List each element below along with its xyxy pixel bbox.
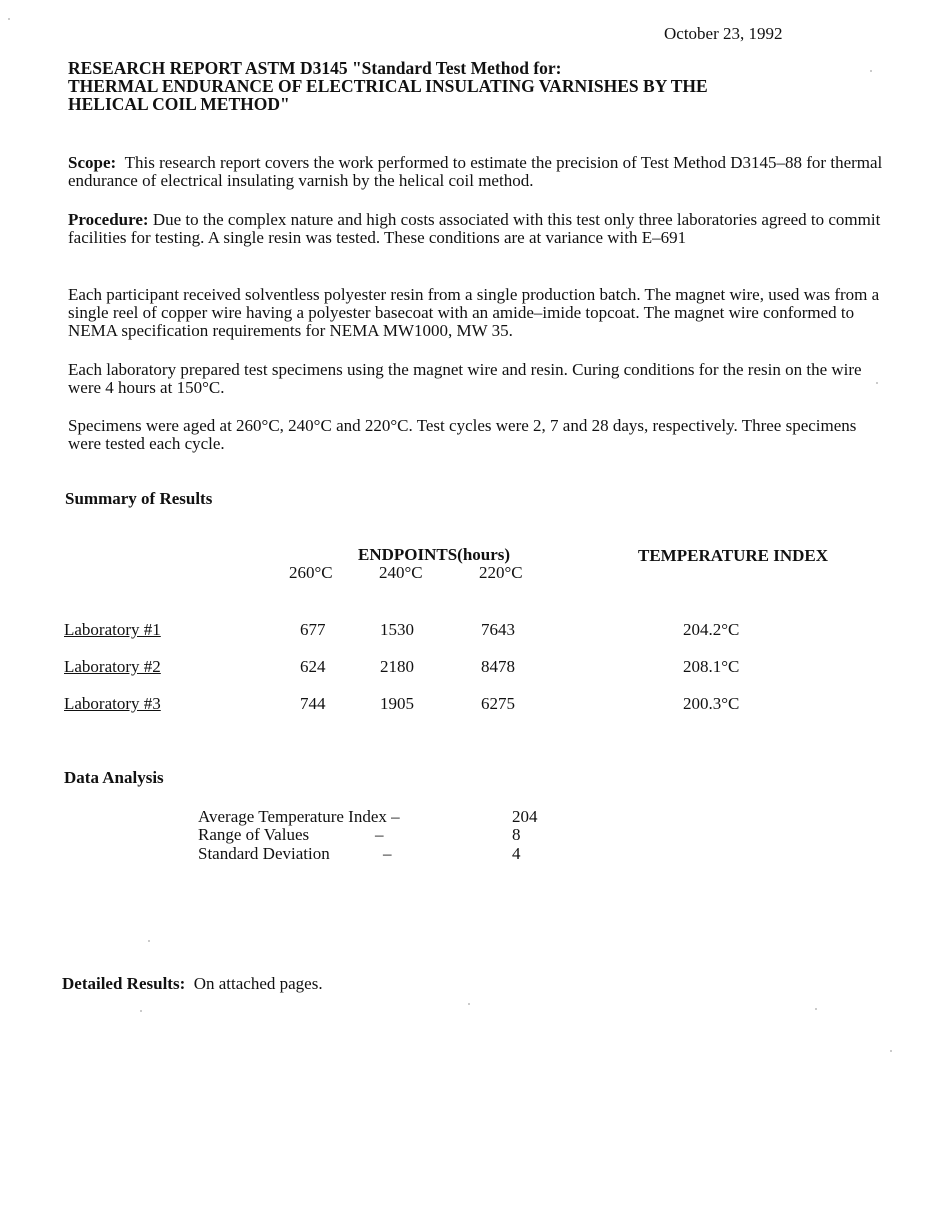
scan-speck <box>148 940 150 942</box>
scope-label: Scope: <box>68 153 117 172</box>
detailed-results <box>62 974 323 994</box>
column-260: 260°C <box>289 563 333 582</box>
report-date: October 23, 1992 <box>664 24 783 43</box>
scope-paragraph <box>68 154 888 190</box>
lab-2-260: 624 <box>300 657 326 676</box>
scan-speck <box>870 70 872 72</box>
scan-speck <box>876 382 878 384</box>
scan-speck <box>140 1010 142 1012</box>
analysis-stddev-label: Standard Deviation <box>198 844 330 863</box>
report-title <box>68 59 888 113</box>
procedure-label: Procedure: <box>68 210 149 229</box>
analysis-average-value: 204 <box>512 807 538 826</box>
analysis-range-label: Range of Values <box>198 825 310 844</box>
analysis-range-value: 8 <box>512 825 521 844</box>
scope-text: This research report covers the work performed to estimate the precision of Test Method D3145–88 for thermal endurance of electrical insulating varnish by the helical coil method. <box>68 153 883 190</box>
procedure-text: Due to the complex nature and high costs associated with this test only three laboratories agreed to commit facilities for testing. A single resin was tested. These conditions are at variance with E–691 <box>68 210 881 247</box>
lab-2-240: 2180 <box>380 657 414 676</box>
lab-1-260: 677 <box>300 620 326 639</box>
lab-2-temperature-index: 208.1°C <box>683 657 740 676</box>
analysis-stddev-dash: – <box>383 844 392 863</box>
lab-1-temperature-index: 204.2°C <box>683 620 740 639</box>
lab-2-name: Laboratory #2 <box>64 657 161 676</box>
lab-3-name: Laboratory #3 <box>64 694 161 713</box>
lab-3-260: 744 <box>300 694 326 713</box>
scan-speck <box>890 1050 892 1052</box>
title-line-2: THERMAL ENDURANCE OF ELECTRICAL INSULATING VARNISHES BY THE <box>68 76 708 96</box>
column-220: 220°C <box>479 563 523 582</box>
summary-heading: Summary of Results <box>65 489 213 508</box>
temperature-index-header: TEMPERATURE INDEX <box>638 546 829 565</box>
lab-1-name: Laboratory #1 <box>64 620 161 639</box>
scan-speck <box>8 18 10 20</box>
lab-1-240: 1530 <box>380 620 414 639</box>
lab-2-220: 8478 <box>481 657 515 676</box>
procedure-paragraph <box>68 211 888 247</box>
detailed-results-text: On attached pages. <box>193 974 323 993</box>
title-line-1: RESEARCH REPORT ASTM D3145 "Standard Test Method for: <box>68 58 562 78</box>
endpoints-header: ENDPOINTS(hours) <box>358 545 511 564</box>
scan-speck <box>815 1008 817 1010</box>
scan-speck <box>468 1003 470 1005</box>
data-analysis-heading: Data Analysis <box>64 768 164 787</box>
analysis-range-dash: – <box>375 825 384 844</box>
analysis-stddev-value: 4 <box>512 844 521 863</box>
participant-paragraph: Each participant received solventless polyester resin from a single production batch. The magnet wire, used was from a single reel of copper wire having a polyester basecoat with an amide–imide topcoat. The magnet wire conformed to NEMA specification requirements for NEMA MW1000, MW 35. <box>68 285 880 340</box>
column-240: 240°C <box>379 563 423 582</box>
detailed-results-label: Detailed Results: <box>62 974 186 993</box>
lab-3-temperature-index: 200.3°C <box>683 694 740 713</box>
lab-1-220: 7643 <box>481 620 515 639</box>
aging-paragraph: Specimens were aged at 260°C, 240°C and 220°C. Test cycles were 2, 7 and 28 days, respectively. Three specimens were tested each cycle. <box>68 416 857 453</box>
analysis-average-label: Average Temperature Index – <box>198 807 400 826</box>
lab-3-220: 6275 <box>481 694 515 713</box>
title-line-3: HELICAL COIL METHOD" <box>68 94 290 114</box>
lab-3-240: 1905 <box>380 694 414 713</box>
specimen-prep-paragraph: Each laboratory prepared test specimens using the magnet wire and resin. Curing conditions for the resin on the wire were 4 hours at 150°C. <box>68 360 862 397</box>
